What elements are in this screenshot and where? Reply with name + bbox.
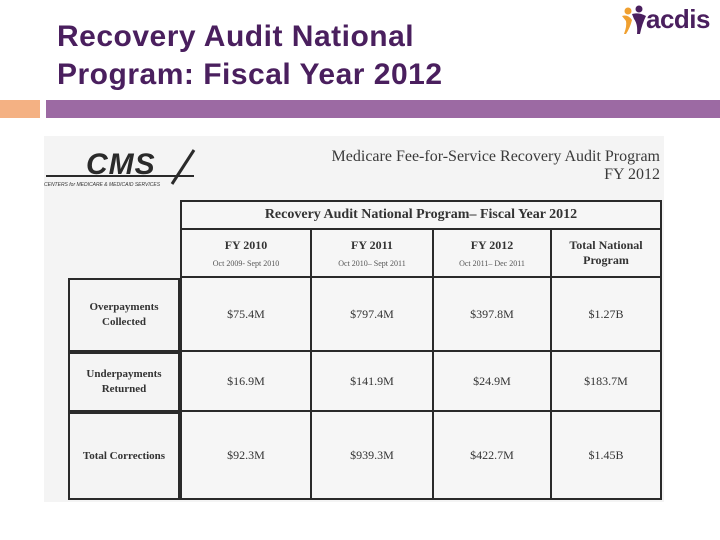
- table-cell: $16.9M: [181, 351, 311, 411]
- row-label-total: Total Corrections: [68, 412, 180, 500]
- table-cell: $1.27B: [551, 277, 661, 351]
- table-cell: $92.3M: [181, 411, 311, 499]
- orange-accent-bar: [0, 100, 40, 118]
- table-cell: $1.45B: [551, 411, 661, 499]
- column-range: Oct 2011– Dec 2011: [459, 259, 525, 268]
- acdis-logo: [620, 4, 716, 38]
- column-header: [311, 229, 433, 277]
- column-header: [551, 229, 661, 277]
- row-label-overpayments: Overpayments Collected: [68, 278, 180, 352]
- cms-logo: [44, 146, 204, 188]
- logo-wordmark: acdis: [646, 4, 710, 34]
- row-label-underpayments: Underpayments Returned: [68, 352, 180, 412]
- table-cell: $797.4M: [311, 277, 433, 351]
- document-title: [332, 148, 660, 184]
- slide-title-line-2: Program: Fiscal Year 2012: [57, 58, 443, 91]
- table-cell: $183.7M: [551, 351, 661, 411]
- scanned-document: [44, 136, 664, 502]
- column-header: [433, 229, 551, 277]
- cms-wordmark: CMS: [86, 148, 156, 181]
- column-label: FY 2012: [470, 238, 514, 252]
- column-header-row: [181, 229, 661, 277]
- table-cell: $939.3M: [311, 411, 433, 499]
- purple-accent-bar: [46, 100, 720, 118]
- table-cell: $422.7M: [433, 411, 551, 499]
- table-cell: $75.4M: [181, 277, 311, 351]
- table-cell: $24.9M: [433, 351, 551, 411]
- table-row: [181, 411, 661, 499]
- program-year: FY 2012: [604, 166, 660, 183]
- table-row: [181, 277, 661, 351]
- column-label: FY 2010: [224, 238, 268, 252]
- column-range: Oct 2009- Sept 2010: [212, 259, 280, 268]
- table-cell: $397.8M: [433, 277, 551, 351]
- results-table: [180, 200, 662, 500]
- column-header: [181, 229, 311, 277]
- column-range: Oct 2010– Sept 2011: [338, 259, 406, 268]
- slide-title-line-1: Recovery Audit National: [57, 20, 415, 53]
- table-row: [181, 351, 661, 411]
- program-title: Medicare Fee-for-Service Recovery Audit Program: [331, 148, 660, 165]
- column-label: Total National Program: [569, 238, 643, 267]
- table-cell: $141.9M: [311, 351, 433, 411]
- cms-subtitle: CENTERS for MEDICARE & MEDICAID SERVICES: [44, 182, 161, 188]
- slide-title: [57, 18, 443, 94]
- column-label: FY 2011: [351, 238, 393, 252]
- table-title: Recovery Audit National Program– Fiscal Year 2012: [181, 201, 661, 229]
